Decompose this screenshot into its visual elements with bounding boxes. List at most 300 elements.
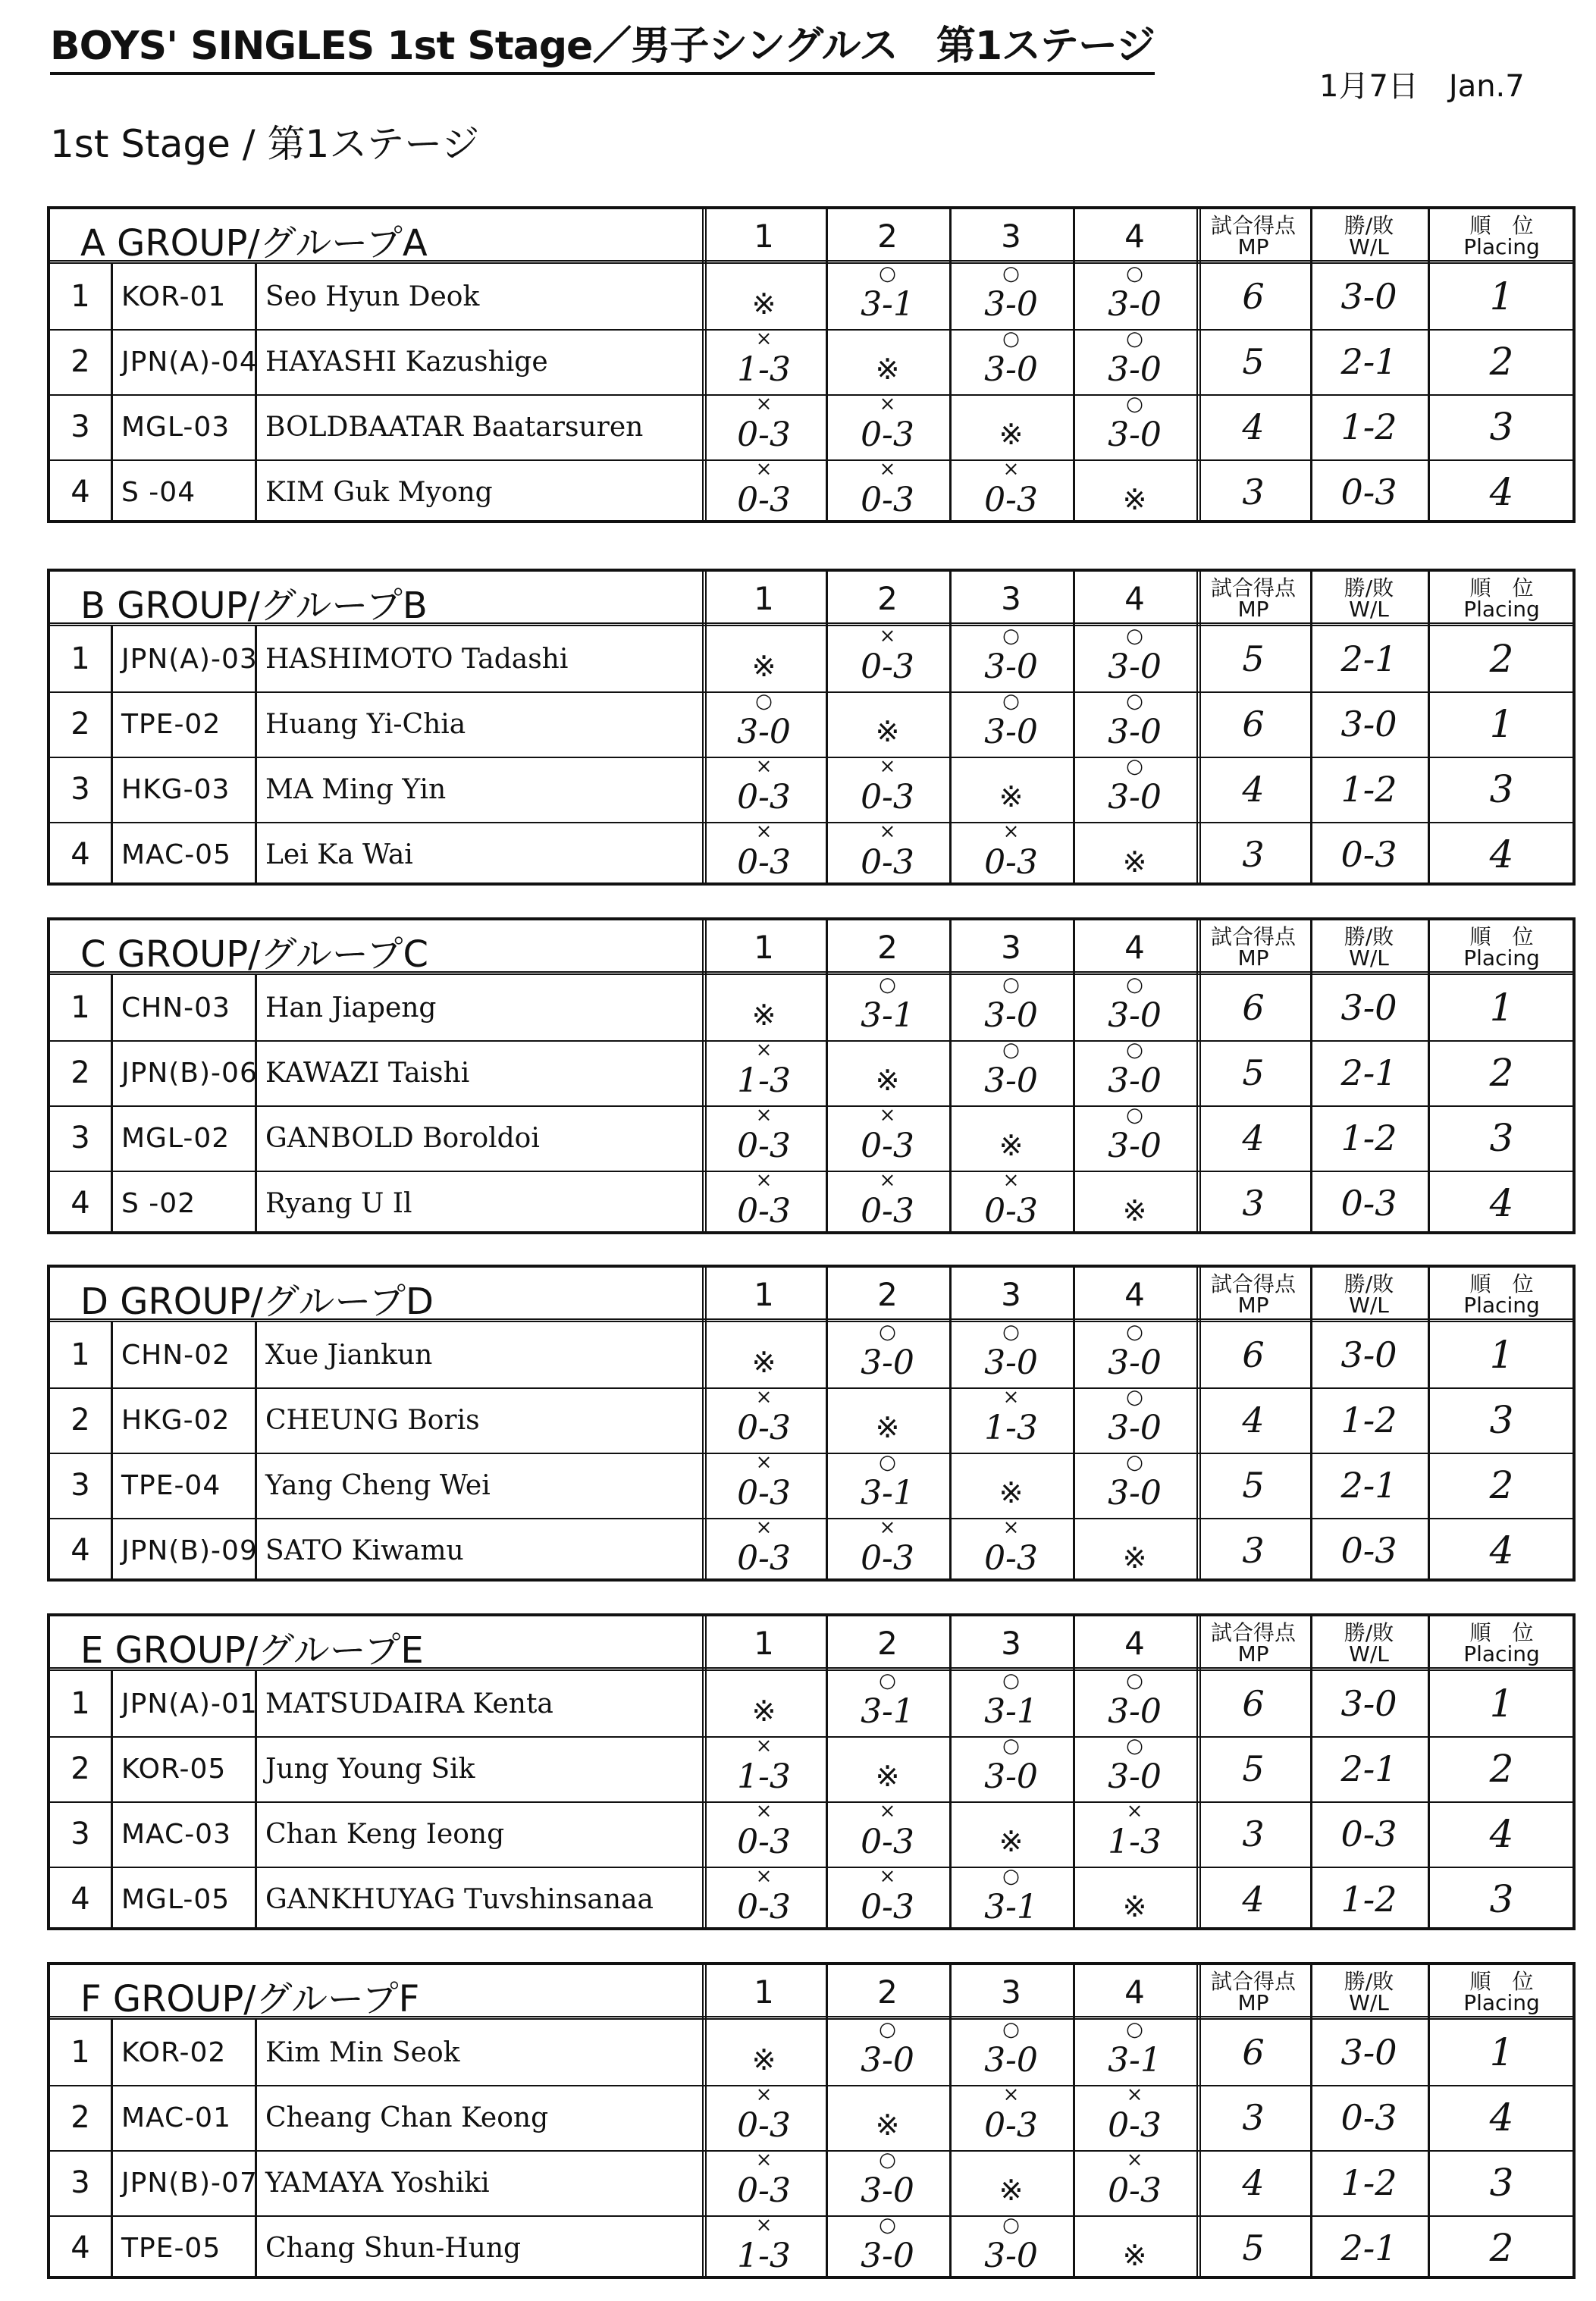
score-text: ※ (875, 715, 900, 748)
match-score (1073, 975, 1196, 1040)
column-header-opponent (826, 1965, 949, 2020)
result-mark: × (879, 625, 896, 647)
column-number: 3 (1001, 1276, 1021, 1313)
result-mark: × (755, 755, 773, 778)
column-number: 1 (754, 580, 774, 617)
match-points: 5 (1242, 1052, 1265, 1093)
column-header-en: W/L (1349, 597, 1389, 622)
score-text: 3-1 (984, 1887, 1038, 1926)
column-header-mp (1196, 1268, 1310, 1322)
placing: 1 (1489, 986, 1514, 1030)
score-text: 0-3 (984, 2105, 1038, 2145)
column-header-en: MP (1237, 234, 1269, 259)
score-text: ※ (999, 2174, 1024, 2207)
self-match-cell (949, 1105, 1073, 1171)
match-score (949, 264, 1073, 329)
result-mark: × (879, 458, 896, 481)
player-name: Han Jiapeng (265, 992, 437, 1024)
match-score (702, 1040, 826, 1105)
column-header-jp: 試合得点 (1210, 575, 1296, 600)
result-mark: ○ (1126, 625, 1143, 647)
column-number: 4 (1124, 580, 1145, 617)
match-score (949, 1040, 1073, 1105)
player-number: 4 (71, 2230, 90, 2265)
match-score (1073, 394, 1196, 459)
score-text: 0-3 (861, 647, 914, 686)
column-header-mp (1196, 920, 1310, 975)
match-score (702, 2215, 826, 2281)
column-header-opponent (702, 1616, 826, 1671)
match-score (1073, 1671, 1196, 1736)
score-text: 3-0 (861, 2171, 914, 2210)
match-score (1073, 1040, 1196, 1105)
self-match-cell (702, 1671, 826, 1736)
match-score (949, 1171, 1073, 1236)
result-mark: ○ (879, 973, 896, 996)
group-header (50, 209, 1572, 264)
group-table (47, 206, 1576, 523)
result-mark: × (1002, 2083, 1020, 2106)
player-name: Lei Ka Wai (265, 839, 413, 870)
match-score (949, 975, 1073, 1040)
player-code: TPE-02 (121, 708, 221, 740)
score-text: 0-3 (737, 1473, 791, 1513)
column-header-en: MP (1237, 1293, 1269, 1318)
player-number: 4 (71, 1186, 90, 1221)
column-header-mp (1196, 1965, 1310, 2020)
column-number: 4 (1124, 218, 1145, 255)
score-text: 3-0 (984, 284, 1038, 324)
column-header-wl (1310, 572, 1428, 626)
result-mark: ○ (1126, 1321, 1143, 1343)
column-header-jp: 順 位 (1469, 575, 1534, 600)
column-header-opponent (949, 1616, 1073, 1671)
match-points: 4 (1242, 2162, 1265, 2203)
win-loss: 1-2 (1340, 2162, 1397, 2203)
column-header-wl (1310, 209, 1428, 264)
result-mark: × (755, 1104, 773, 1127)
win-loss: 0-3 (1340, 472, 1397, 513)
column-number: 1 (754, 218, 774, 255)
result-mark: × (1002, 1516, 1020, 1539)
result-mark: × (879, 1865, 896, 1888)
column-header-opponent (949, 209, 1073, 264)
match-score (1073, 691, 1196, 757)
player-code: MGL-03 (121, 411, 230, 443)
column-header-en: Placing (1463, 597, 1540, 622)
score-text: 3-1 (984, 1691, 1038, 1731)
score-text: 3-0 (861, 2040, 914, 2080)
match-score (949, 459, 1073, 525)
player-code: MAC-03 (121, 1818, 231, 1850)
self-match-cell (949, 394, 1073, 459)
match-score (702, 394, 826, 459)
match-points: 4 (1242, 1118, 1265, 1158)
placing: 1 (1489, 1682, 1514, 1726)
result-mark: ○ (1126, 1451, 1143, 1474)
result-mark: ○ (1002, 328, 1020, 350)
player-code: MGL-05 (121, 1883, 230, 1915)
match-points: 6 (1242, 2032, 1265, 2073)
column-header-wl (1310, 1616, 1428, 1671)
score-text: 0-3 (861, 842, 914, 882)
match-score (1073, 1387, 1196, 1453)
score-text: ※ (751, 2043, 776, 2077)
column-header-mp (1196, 572, 1310, 626)
column-header-opponent (826, 1616, 949, 1671)
player-name: KIM Guk Myong (265, 476, 493, 508)
column-number: 2 (877, 929, 898, 966)
score-text: ※ (875, 1064, 900, 1097)
self-match-cell (1073, 1171, 1196, 1236)
result-mark: × (879, 1169, 896, 1192)
score-text: 3-0 (1108, 1757, 1162, 1796)
column-header-opponent (826, 920, 949, 975)
score-text: 3-0 (1108, 1691, 1162, 1731)
score-text: 3-0 (984, 712, 1038, 751)
column-header-en: MP (1237, 597, 1269, 622)
player-number: 3 (71, 1121, 90, 1155)
column-header-jp: 勝/敗 (1344, 924, 1394, 949)
score-text: 3-0 (1108, 1061, 1162, 1100)
score-text: 0-3 (861, 1191, 914, 1230)
player-name: MATSUDAIRA Kenta (265, 1688, 553, 1719)
result-mark: ○ (1126, 755, 1143, 778)
score-text: 0-3 (737, 1191, 791, 1230)
score-text: 3-0 (1108, 415, 1162, 454)
result-mark: ○ (1126, 1104, 1143, 1127)
result-mark: ○ (1002, 2018, 1020, 2041)
result-mark: ○ (879, 2018, 896, 2041)
win-loss: 3-0 (1340, 1683, 1397, 1724)
column-header-opponent (949, 572, 1073, 626)
match-points: 5 (1242, 341, 1265, 382)
result-mark: ○ (1126, 328, 1143, 350)
match-points: 4 (1242, 1879, 1265, 1920)
result-mark: × (755, 1039, 773, 1061)
score-text: 3-0 (1108, 1408, 1162, 1447)
match-score (1073, 757, 1196, 822)
result-mark: × (755, 1865, 773, 1888)
score-text: 1-3 (737, 2236, 791, 2275)
win-loss: 3-0 (1340, 2032, 1397, 2073)
match-score (826, 1105, 949, 1171)
score-text: 0-3 (861, 1538, 914, 1578)
score-text: 1-3 (984, 1408, 1038, 1447)
column-number: 3 (1001, 1625, 1021, 1662)
player-number: 4 (71, 475, 90, 509)
result-mark: ○ (1002, 262, 1020, 285)
group-title: F GROUP/グループF (80, 1978, 420, 2020)
score-text: ※ (751, 650, 776, 683)
result-mark: × (1126, 2083, 1143, 2106)
win-loss: 1-2 (1340, 769, 1397, 810)
match-score (949, 1736, 1073, 1801)
column-header-en: Placing (1463, 1641, 1540, 1666)
column-header-wl (1310, 920, 1428, 975)
player-name: Chan Keng Ieong (265, 1818, 505, 1850)
column-header-placing (1428, 572, 1576, 626)
result-mark: × (1002, 820, 1020, 843)
result-mark: ○ (1002, 1669, 1020, 1692)
match-score (826, 2150, 949, 2215)
column-header-en: MP (1237, 945, 1269, 970)
column-header-en: Placing (1463, 234, 1540, 259)
match-score (1073, 1105, 1196, 1171)
column-header-opponent (1073, 572, 1196, 626)
column-header-opponent (1073, 1616, 1196, 1671)
match-score (949, 1671, 1073, 1736)
match-score (702, 2150, 826, 2215)
column-header-opponent (702, 1268, 826, 1322)
player-number: 1 (71, 1686, 90, 1721)
player-name: Chang Shun-Hung (265, 2232, 522, 2264)
score-text: 3-1 (861, 284, 914, 324)
result-mark: ○ (879, 1321, 896, 1343)
match-score (949, 2020, 1073, 2085)
player-name: Seo Hyun Deok (265, 281, 480, 312)
match-score (826, 1867, 949, 1932)
result-mark: ○ (1126, 393, 1143, 415)
column-number: 3 (1001, 218, 1021, 255)
column-header-placing (1428, 1268, 1576, 1322)
column-header-mp (1196, 1616, 1310, 1671)
score-text: ※ (1122, 845, 1147, 879)
column-header-opponent (826, 209, 949, 264)
score-text: 3-0 (984, 1343, 1038, 1382)
score-text: 1-3 (737, 350, 791, 389)
column-header-opponent (949, 1268, 1073, 1322)
result-mark: × (755, 2149, 773, 2171)
column-number: 2 (877, 1973, 898, 2011)
match-points: 3 (1242, 2097, 1265, 2138)
match-points: 5 (1242, 638, 1265, 679)
player-code: CHN-02 (121, 1339, 230, 1371)
column-header-jp: 試合得点 (1210, 924, 1296, 949)
score-text: 3-0 (1108, 647, 1162, 686)
score-text: 3-0 (861, 2236, 914, 2275)
match-points: 6 (1242, 1683, 1265, 1724)
self-match-cell (826, 691, 949, 757)
self-match-cell (702, 626, 826, 691)
self-match-cell (949, 757, 1073, 822)
group-table (47, 1265, 1576, 1582)
score-text: 3-1 (861, 1691, 914, 1731)
match-points: 4 (1242, 769, 1265, 810)
win-loss: 2-1 (1340, 638, 1397, 679)
score-text: 0-3 (737, 1126, 791, 1165)
player-number: 3 (71, 409, 90, 444)
score-text: ※ (999, 780, 1024, 814)
score-text: 3-0 (1108, 712, 1162, 751)
group-title: C GROUP/グループC (80, 933, 429, 976)
self-match-cell (702, 975, 826, 1040)
column-number: 4 (1124, 1625, 1145, 1662)
player-number: 2 (71, 1403, 90, 1437)
result-mark: ○ (1002, 1735, 1020, 1757)
column-header-jp: 順 位 (1469, 1620, 1534, 1645)
score-text: ※ (1122, 483, 1147, 516)
column-number: 3 (1001, 1973, 1021, 2011)
group-title: D GROUP/グループD (80, 1281, 434, 1323)
placing: 4 (1489, 1528, 1514, 1572)
group-title: E GROUP/グループE (80, 1629, 424, 1672)
score-text: 1-3 (737, 1061, 791, 1100)
placing: 4 (1489, 470, 1514, 514)
self-match-cell (1073, 459, 1196, 525)
result-mark: ○ (1126, 2018, 1143, 2041)
column-header-placing (1428, 920, 1576, 975)
column-number: 2 (877, 1625, 898, 1662)
score-text: ※ (1122, 1541, 1147, 1575)
stage-subtitle: 1st Stage / 第1ステージ (50, 122, 480, 166)
placing: 3 (1489, 1877, 1514, 1921)
placing: 1 (1489, 1333, 1514, 1377)
player-code: JPN(B)-06 (121, 1057, 258, 1089)
score-text: 3-1 (1108, 2040, 1162, 2080)
score-text: 0-3 (737, 2171, 791, 2210)
result-mark: × (1126, 2149, 1143, 2171)
column-number: 4 (1124, 929, 1145, 966)
match-points: 3 (1242, 834, 1265, 875)
match-score (702, 1387, 826, 1453)
score-text: 0-3 (737, 1887, 791, 1926)
result-mark: × (1002, 1386, 1020, 1409)
match-score (949, 2085, 1073, 2150)
placing: 4 (1489, 1181, 1514, 1225)
result-mark: × (755, 2214, 773, 2237)
self-match-cell (1073, 2215, 1196, 2281)
match-points: 3 (1242, 1814, 1265, 1854)
score-text: ※ (875, 353, 900, 386)
self-match-cell (826, 329, 949, 394)
self-match-cell (1073, 1518, 1196, 1583)
score-text: 0-3 (1108, 2171, 1162, 2210)
match-score (826, 1801, 949, 1867)
result-mark: ○ (1002, 625, 1020, 647)
column-number: 1 (754, 1276, 774, 1313)
score-text: 0-3 (1108, 2105, 1162, 2145)
column-header-placing (1428, 1965, 1576, 2020)
column-header-opponent (702, 209, 826, 264)
player-code: JPN(A)-01 (121, 1688, 258, 1719)
score-text: 3-0 (1108, 350, 1162, 389)
column-header-jp: 順 位 (1469, 924, 1534, 949)
match-score (702, 1453, 826, 1518)
win-loss: 2-1 (1340, 341, 1397, 382)
match-score (949, 691, 1073, 757)
result-mark: × (755, 458, 773, 481)
match-score (702, 1736, 826, 1801)
result-mark: ○ (1126, 1669, 1143, 1692)
match-score (949, 1322, 1073, 1387)
player-name: Jung Young Sik (265, 1753, 475, 1785)
placing: 2 (1489, 2226, 1514, 2270)
score-text: ※ (999, 1129, 1024, 1162)
score-text: 0-3 (984, 1538, 1038, 1578)
result-mark: × (755, 1516, 773, 1539)
match-score (826, 1671, 949, 1736)
match-score (1073, 264, 1196, 329)
match-score (826, 2020, 949, 2085)
group-table (47, 917, 1576, 1234)
column-header-en: W/L (1349, 234, 1389, 259)
self-match-cell (826, 1736, 949, 1801)
column-number: 2 (877, 580, 898, 617)
result-mark: × (879, 393, 896, 415)
player-number: 1 (71, 1337, 90, 1372)
player-name: SATO Kiwamu (265, 1535, 464, 1566)
score-text: 3-0 (1108, 284, 1162, 324)
column-header-opponent (949, 920, 1073, 975)
self-match-cell (826, 1040, 949, 1105)
win-loss: 2-1 (1340, 1052, 1397, 1093)
match-points: 4 (1242, 406, 1265, 447)
result-mark: ○ (879, 1451, 896, 1474)
column-header-jp: 試合得点 (1210, 1271, 1296, 1296)
match-points: 3 (1242, 1183, 1265, 1224)
player-code: CHN-03 (121, 992, 230, 1024)
column-number: 2 (877, 1276, 898, 1313)
column-header-opponent (1073, 920, 1196, 975)
player-name: GANKHUYAG Tuvshinsanaa (265, 1883, 654, 1915)
score-text: ※ (751, 287, 776, 321)
column-header-en: W/L (1349, 945, 1389, 970)
score-text: 0-3 (984, 1191, 1038, 1230)
player-code: HKG-03 (121, 773, 230, 805)
win-loss: 3-0 (1340, 704, 1397, 745)
score-text: 0-3 (737, 842, 791, 882)
result-mark: ○ (1126, 1039, 1143, 1061)
match-score (702, 1518, 826, 1583)
match-points: 5 (1242, 2227, 1265, 2268)
player-code: JPN(A)-03 (121, 643, 258, 675)
column-header-en: W/L (1349, 1990, 1389, 2015)
result-mark: × (755, 1451, 773, 1474)
win-loss: 3-0 (1340, 276, 1397, 317)
player-code: MAC-01 (121, 2102, 231, 2133)
player-number: 1 (71, 279, 90, 314)
score-text: ※ (875, 1760, 900, 1793)
placing: 2 (1489, 1051, 1514, 1095)
match-score (949, 822, 1073, 887)
match-score (1073, 1736, 1196, 1801)
match-points: 6 (1242, 1334, 1265, 1375)
player-name: Kim Min Seok (265, 2036, 460, 2068)
score-text: 3-0 (1108, 1473, 1162, 1513)
match-score (826, 1453, 949, 1518)
win-loss: 3-0 (1340, 987, 1397, 1028)
player-name: MA Ming Yin (265, 773, 447, 805)
column-header-opponent (949, 1965, 1073, 2020)
result-mark: × (1002, 458, 1020, 481)
win-loss: 0-3 (1340, 1530, 1397, 1571)
column-header-en: W/L (1349, 1641, 1389, 1666)
player-name: YAMAYA Yoshiki (265, 2167, 490, 2199)
column-header-opponent (702, 920, 826, 975)
self-match-cell (702, 264, 826, 329)
score-text: 0-3 (861, 1126, 914, 1165)
player-number: 2 (71, 1055, 90, 1090)
score-text: ※ (1122, 1194, 1147, 1227)
placing: 3 (1489, 1116, 1514, 1160)
match-points: 6 (1242, 276, 1265, 317)
score-text: 0-3 (861, 777, 914, 817)
win-loss: 2-1 (1340, 1465, 1397, 1506)
column-number: 1 (754, 1973, 774, 2011)
match-score (949, 626, 1073, 691)
player-code: JPN(A)-04 (121, 346, 258, 378)
